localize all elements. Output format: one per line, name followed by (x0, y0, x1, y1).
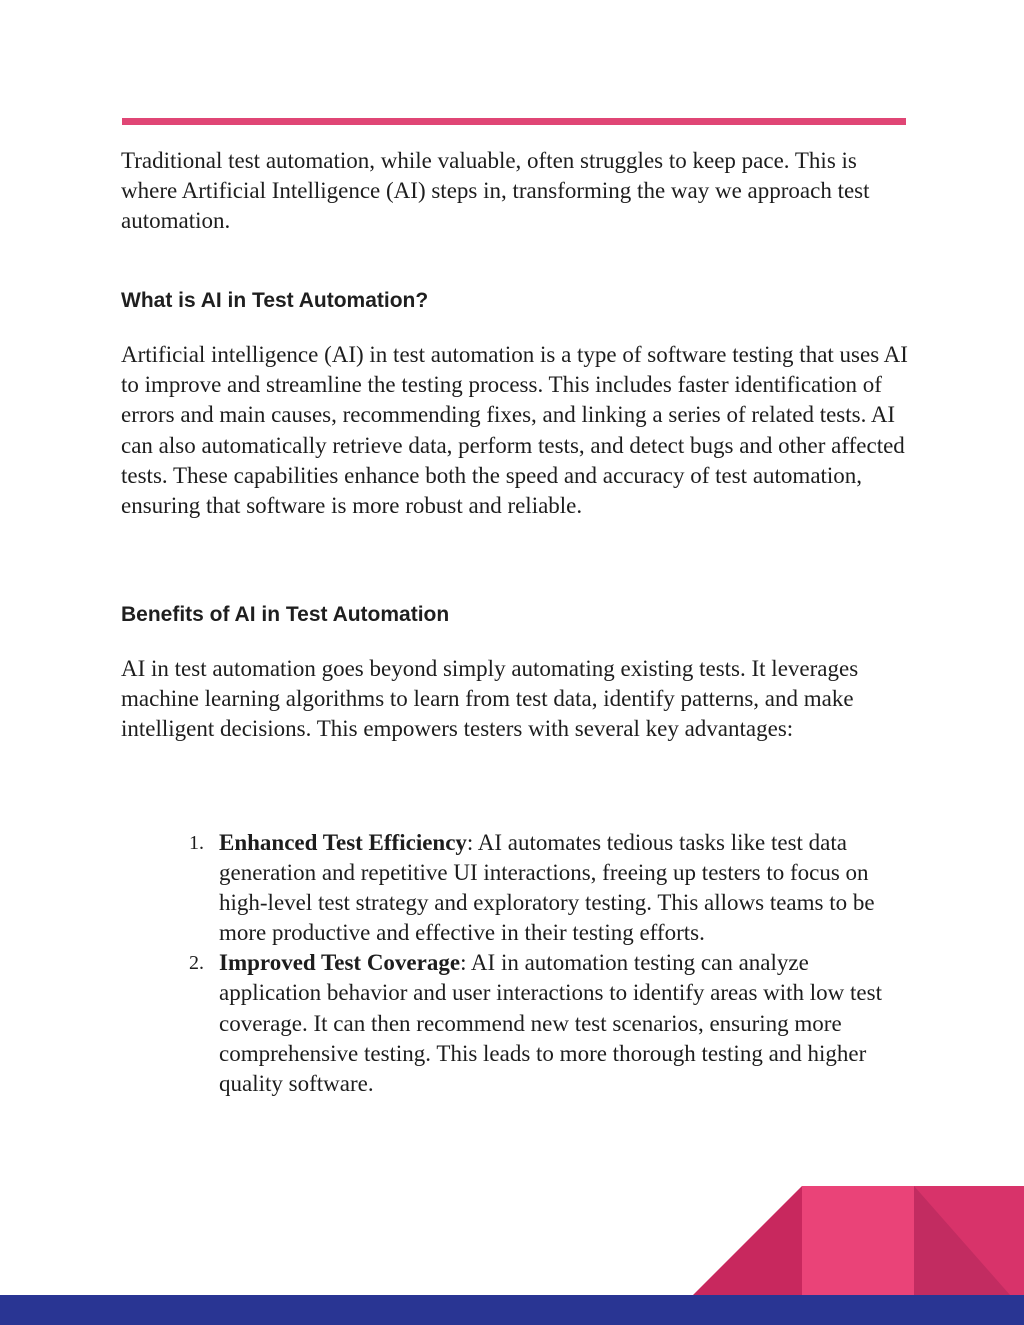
deco-dark-triangle (693, 1186, 802, 1295)
list-item-text: : AI automates tedious tasks like test data generation and repetitive UI interactions, freeing up testers to focus on high-level test strategy and exploratory testing. This allows teams to be more productive and effective in their testing efforts. (219, 830, 875, 946)
footer-decoration (0, 1180, 1024, 1325)
top-accent-rule (122, 118, 906, 125)
benefits-paragraph: AI in test automation goes beyond simply automating existing tests. It leverages machine learning algorithms to learn from test data, identify patterns, and make intelligent decisions. This empowers testers with several key advantages: (121, 656, 859, 742)
section-heading-what: What is AI in Test Automation? (121, 289, 429, 312)
benefits-list (121, 828, 911, 1099)
list-item-text: : AI in automation testing can analyze application behavior and user interactions to identify areas with low test coverage. It can then recommend new test scenarios, ensuring more comprehensive testing. This leads to more thorough testing and higher quality software. (219, 950, 882, 1096)
intro-paragraph: Traditional test automation, while valuable, often struggles to keep pace. This is where Artificial Intelligence (AI) steps in, transforming the way we approach test automation. (121, 148, 870, 234)
deco-pink-block (802, 1186, 914, 1295)
footer-navy-band (0, 1295, 1024, 1325)
section-heading-benefits: Benefits of AI in Test Automation (121, 603, 450, 626)
list-item-title: Improved Test Coverage (219, 950, 461, 976)
list-item-number: 1. (189, 832, 204, 854)
list-item-number: 2. (189, 952, 204, 975)
list-item-title: Enhanced Test Efficiency (219, 830, 467, 855)
list-item (121, 828, 911, 948)
what-paragraph: Artificial intelligence (AI) in test automation is a type of software testing that uses AI to improve and streamline the testing process. This includes faster identification of errors and main causes, recommending fixes, and linking a series of related tests. AI can also automatically retrieve data, perform tests, and detect bugs and other affected tests. These capabilities enhance both the speed and accuracy of test automation, ensuring that software is more robust and reliable. (121, 342, 908, 519)
list-item (121, 948, 911, 1098)
